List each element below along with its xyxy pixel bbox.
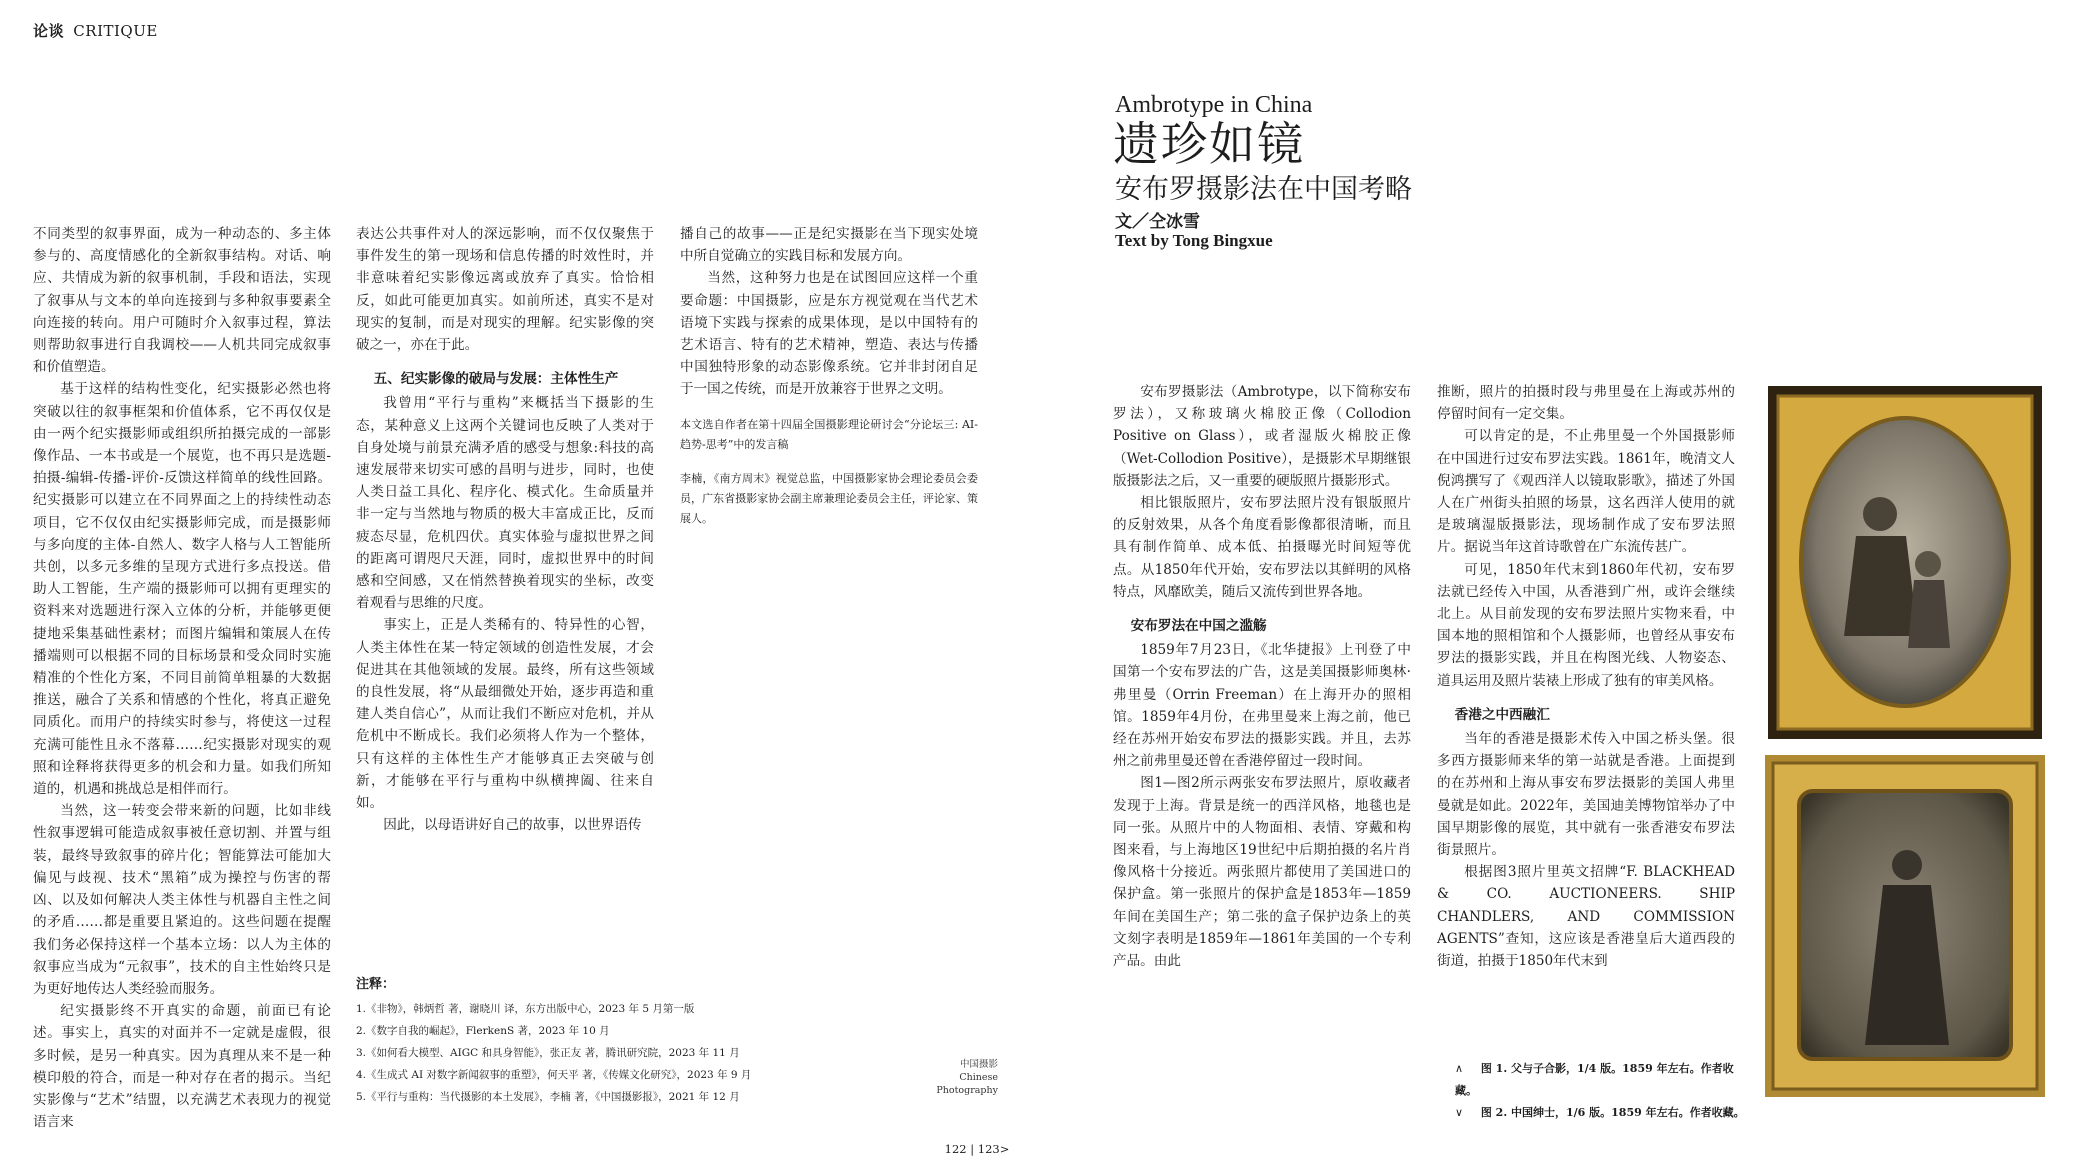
ambrotype-photo-2 xyxy=(1765,755,2045,1097)
caption-1 xyxy=(1455,1058,1755,1102)
reference-item: 1.《非物》，韩炳哲 著，谢晓川 译，东方出版中心，2023 年 5 月第一版 xyxy=(356,1003,695,1015)
paragraph: 基于这样的结构性变化，纪实摄影必然也将突破以往的叙事框架和价值体系，它不再仅仅是由一两个纪实摄影师或组织所拍摄完成的一部影像作品、一本书或是一个展览，也不再只是选题-拍摄-编辑-传播-评价-反馈这样简单的线性回路。纪实摄影可以建立在不同界面之上的持续性动态项目，它不仅仅由纪实摄影师完成，而是摄影师与多向度的主体-自然人、数字人格与人工智能所共创，以多元多维的呈现方式进行多点投送。借助人工智能，生产端的摄影师可以拥有更理实的资料来对选题进行深入立体的分析，并能够更便捷地采集基础性素材；而图片编辑和策展人在传播端则可以根据不同的目标场景和受众同时实施精准的个性化方案，不同目前简单粗暴的大数据推送，融合了关系和情感的个性化，将真正避免同质化。而用户的持续实时参与，将使这一过程充满可能性且永不落幕……纪实摄影对现实的观照和诠释将获得更多的机会和力量。如我们所知道的，机遇和挑战总是相伴而行。 xyxy=(33,381,331,798)
paragraph: 当然，这种努力也是在试图回应这样一个重要命题：中国摄影，应是东方视觉观在当代艺术语境下实践与探索的成果体现，是以中国特有的艺术语言、特有的艺术精神，塑造、表达与传播中国独特形象的动态影像系统。它并非封闭自足于一国之传统，而是开放兼容于世界之文明。 xyxy=(680,270,978,398)
article-column-5 xyxy=(1437,381,1735,981)
photo-captions xyxy=(1455,1058,1755,1124)
paragraph: 不同类型的叙事界面，成为一种动态的、多主体参与的、高度情感化的全新叙事结构。对话、响应、共情成为新的叙事机制，手段和语法，实现了叙事从与文本的单向连接到与多种叙事要素全向连接的转向。用户可随时介入叙事过程，算法则帮助叙事进行自我调校——人机共同完成叙事和价值塑造。 xyxy=(33,226,331,376)
byline-cn: 文／仝冰雪 xyxy=(1115,212,1200,232)
paragraph: 推断，照片的拍摄时段与弗里曼在上海或苏州的停留时间有一定交集。 xyxy=(1437,384,1735,423)
side-label-cn: 中国摄影 xyxy=(959,1059,998,1070)
paragraph: 安布罗摄影法（Ambrotype，以下简称安布罗法），又称玻璃火棉胶正像（Collodion Positive on Glass），或者湿版火棉胶正像（Wet-Collodion Positive），是摄影术早期继银版摄影法之后，又一重要的硬版照片摄影形式。 xyxy=(1113,384,1411,489)
figure-head xyxy=(1892,850,1922,880)
caption-text: 图 2. 中国绅士，1/6 版。1859 年左右。作者收藏。 xyxy=(1480,1106,1745,1119)
paragraph: 当年的香港是摄影术传入中国之桥头堡。很多西方摄影师来华的第一站就是香港。上面提到的在苏州和上海从事安布罗法摄影的美国人弗里曼就是如此。2022年，美国迪美博物馆举办了中国早期影像的展览，其中就有一张香港安布罗法街景照片。 xyxy=(1437,731,1735,859)
up-arrow-icon: ∧ xyxy=(1455,1062,1464,1075)
reference-item: 2.《数字自我的崛起》，FlerkenS 著，2023 年 10 月 xyxy=(356,1025,610,1037)
child-body xyxy=(1908,580,1950,648)
paragraph: 根据图3照片里英文招牌“F. BLACKHEAD & CO. AUCTIONEERS. SHIP CHANDLERS, AND COMMISSION AGENTS”查知，这应该是香港皇后大道西段的街道，拍摄于1850年代末到 xyxy=(1437,864,1735,970)
down-arrow-icon: ∨ xyxy=(1455,1106,1464,1119)
page-numbers: 122 | 123> xyxy=(944,1142,1010,1156)
paragraph: 事实上，正是人类稀有的、特异性的心智，人类主体性在某一特定领域的创造性发展，才会促进其在其他领域的发展。最终，所有这些领域的良性发展，将“从最细微处开始，逐步再造和重建人类自信心”，从而让我们不断应对危机，并从危机中不断成长。我们必须将人作为一个整体，只有这样的主体性生产才能够真正去突破与创新，才能够在平行与重构中纵横捭阖、往来自如。 xyxy=(356,617,654,812)
caption-2 xyxy=(1455,1102,1755,1124)
side-label-en2: Photography xyxy=(936,1085,998,1096)
article-title-en: Ambrotype in China xyxy=(1115,92,1313,118)
section-header xyxy=(33,20,158,41)
article-column-2 xyxy=(356,223,654,834)
paragraph: 表达公共事件对人的深远影响，而不仅仅聚焦于事件发生的第一现场和信息传播的时效性时，并非意味着纪实影像远离或放弃了真实。恰恰相反，如此可能更加真实。如前所述，真实不是对现实的复制，而是对现实的理解。纪实影像的突破之一，亦在于此。 xyxy=(356,226,654,354)
paragraph: 可以肯定的是，不止弗里曼一个外国摄影师在中国进行过安布罗法实践。1861年，晚清文人倪鸿撰写了《观西洋人以镜取影歌》，描述了外国人在广州街头拍照的场景，这名西洋人使用的就是玻璃湿版摄影法，现场制作成了安布罗法照片。据说当年这首诗歌曾在广东流传甚广。 xyxy=(1437,428,1735,556)
author-bio: 李楠，《南方周末》视觉总监，中国摄影家协会理论委员会委员，广东省摄影家协会副主席兼理论委员会主任，评论家、策展人。 xyxy=(680,471,978,525)
paragraph: 播自己的故事——正是纪实摄影在当下现实处境中所自觉确立的实践目标和发展方向。 xyxy=(680,226,978,265)
references xyxy=(356,974,826,1108)
article-title-cn: 遗珍如镜 xyxy=(1113,117,1305,171)
figure-head xyxy=(1863,497,1897,531)
section-label-en: CRITIQUE xyxy=(73,22,158,40)
paragraph: 1859年7月23日，《北华捷报》上刊登了中国第一个安布罗法的广告，这是美国摄影师奥林·弗里曼（Orrin Freeman）在上海开办的照相馆。1859年4月份，在弗里曼来上海之前，他已经在苏州开始安布罗法的摄影实践。并且，去苏州之前弗里曼还曾在香港停留过一段时间。 xyxy=(1113,642,1411,770)
paragraph: 因此，以母语讲好自己的故事，以世界语传 xyxy=(383,817,642,834)
paragraph: 我曾用“平行与重构”来概括当下摄影的生态，某种意义上这两个关键词也反映了人类对于自身处境与前景充满矛盾的感受与想象:科技的高速发展带来切实可感的昌明与进步，同时，也使人类日益工具化、程序化、模式化。生命质量并非一定与当然地与物质的极大丰富成正比，反而疲态尽显，危机四伏。真实体验与虚拟世界之间的距离可谓咫尺天涯，同时，虚拟世界中的时间感和空间感，又在悄然替换着现实的坐标，改变着观看与思维的尺度。 xyxy=(356,395,654,612)
article-column-4 xyxy=(1113,381,1411,971)
article-column-3 xyxy=(680,223,978,603)
section-heading: 香港之中西融汇 xyxy=(1454,706,1550,723)
section-heading: 安布罗法在中国之滥觞 xyxy=(1130,618,1267,635)
article-column-1 xyxy=(33,223,331,1131)
reference-item: 4.《生成式 AI 对数字新闻叙事的重塑》，何天平 著，《传媒文化研究》，2023 年 9 月 xyxy=(356,1069,752,1081)
ambrotype-photo-1 xyxy=(1768,386,2042,739)
paragraph: 纪实摄影终不开真实的命题，前面已有论述。事实上，真实的对面并不一定就是虚假，很多时候，是另一种真实。因为真理从来不是一种模印般的符合，而是一种对存在者的揭示。当纪实影像与“艺术”结盟，以充满艺术表现力的视觉语言来 xyxy=(33,1003,331,1131)
reference-item: 5.《平行与重构：当代摄影的本土发展》，李楠 著，《中国摄影报》，2021 年 12 月 xyxy=(356,1091,740,1103)
paragraph: 相比银版照片，安布罗法照片没有银版照片的反射效果，从各个角度看影像都很清晰，而且具有制作简单、成本低、拍摄曝光时间短等优点。从1850年代开始，安布罗法以其鲜明的风格特点，风靡欧美，随后又流传到世界各地。 xyxy=(1113,495,1411,600)
figure-body xyxy=(1844,536,1918,636)
source-note: 本文选自作者在第十四届全国摄影理论研讨会“分论坛三: AI-趋势-思考”中的发言稿 xyxy=(680,417,978,451)
section-heading: 五、纪实影像的破局与发展：主体性生产 xyxy=(373,371,619,388)
paragraph: 当然，这一转变会带来新的问题，比如非线性叙事逻辑可能造成叙事被任意切割、并置与组装，最终导致叙事的碎片化；智能算法可能加大偏见与歧视、技术“黑箱”成为操控与伤害的帮凶、以及如何解决人类主体性与机器自主性之间的矛盾……都是重要且紧迫的。这些问题在提醒我们务必保持这样一个基本立场：以人为主体的叙事应当成为“元叙事”，技术的自主性始终只是为更好地传达人类经验而服务。 xyxy=(33,803,331,997)
caption-text: 图 1. 父与子合影，1/4 版。1859 年左右。作者收藏。 xyxy=(1455,1062,1734,1097)
article-subtitle: 安布罗摄影法在中国考略 xyxy=(1115,174,1412,205)
magazine-side-label xyxy=(922,1058,998,1097)
paragraph: 图1—图2所示两张安布罗法照片，原收藏者发现于上海。背景是统一的西洋风格，地毯也是同一张。从照片中的人物面相、表情、穿戴和构图来看，与上海地区19世纪中后期拍摄的名片肖像风格十分接近。两张照片都使用了美国进口的保护盒。第一张照片的保护盒是1853年—1859年间在美国生产；第二张的盒子保护边条上的英文刻字表明是1859年—1861年美国的一个专利产品。由此 xyxy=(1113,775,1411,970)
reference-item: 3.《如何看大模型、AIGC 和具身智能》，张正友 著，腾讯研究院，2023 年 11 月 xyxy=(356,1047,740,1059)
side-label-en1: Chinese xyxy=(959,1072,998,1083)
section-label-cn: 论谈 xyxy=(33,22,65,40)
byline-en: Text by Tong Bingxue xyxy=(1115,231,1273,250)
child-head xyxy=(1915,551,1941,577)
references-title: 注释： xyxy=(356,977,396,992)
paragraph: 可见，1850年代末到1860年代初，安布罗法就已经传入中国，从香港到广州，或许会继续北上。从目前发现的安布罗法照片实物来看，中国本地的照相馆和个人摄影师，也曾经从事安布罗法的摄影实践，并且在构图光线、人物姿态、道具运用及照片装裱上形成了独有的审美风格。 xyxy=(1437,561,1735,689)
